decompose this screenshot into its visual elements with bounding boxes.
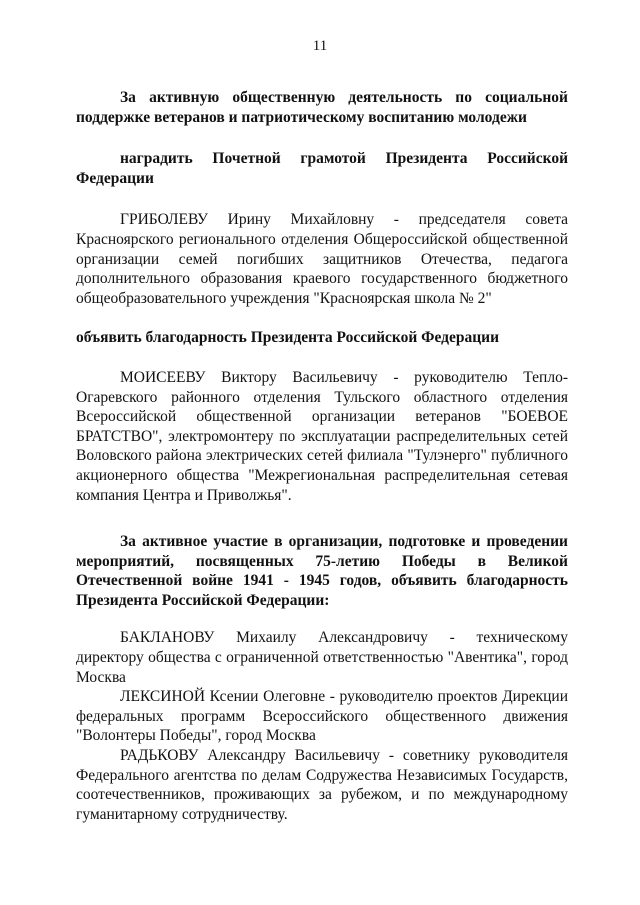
page-number: 11	[312, 38, 328, 54]
section2-entry-moiseev: МОИСЕЕВУ Виктору Васильевичу - руководителю Тепло-Огаревского районного отделения Тульского областного отделения Всероссийской общественной организации ветеранов "БОЕВОЕ БРАТСТВО", электромонтеру по эксплуатации распределительных сетей Воловского района электрических сетей филиала "Тулэнерго" публичного акционерного общества "Межрегиональная распределительная сетевая компания Центра и Приволжья".	[76, 368, 568, 504]
section3-entry-baklanov: БАКЛАНОВУ Михаилу Александровичу - техническому директору общества с ограниченной ответственностью "Авентика", город Москва	[76, 629, 568, 686]
section3-entry-radkov: РАДЬКОВУ Александру Васильевичу - советнику руководителя Федерального агентства по делам Содружества Независимых Государств, соотечественников, проживающих за рубежом, и по международному гуманитарному сотрудничеству.	[76, 747, 568, 823]
section1-heading: За активную общественную деятельность по социальной поддержке ветеранов и патриотическому воспитанию молодежи	[76, 89, 568, 126]
document-body	[76, 88, 568, 824]
section3-entry-leksina: ЛЕКСИНОЙ Ксении Олеговне - руководителю проектов Дирекции федеральных программ Всероссийского общественного движения "Волонтеры Победы", город Москва	[76, 688, 568, 745]
section3-heading: За активное участие в организации, подготовке и проведении мероприятий, посвященных 75-летию Победы в Великой Отечественной войне 1941 - 1945 годов, объявить благодарность Президента Российской Федерации:	[76, 533, 568, 609]
section1-entry-griboleva: ГРИБОЛЕВУ Ирину Михайловну - председателя совета Красноярского регионального отделения Общероссийской общественной организации семей погибших защитников Отечества, педагога дополнительного образования краевого государственного бюджетного общеобразовательного учреждения "Красноярская школа № 2"	[76, 211, 568, 307]
section2-heading: объявить благодарность Президента Российской Федерации	[76, 329, 500, 347]
section1-award-heading: наградить Почетной грамотой Президента Российской Федерации	[76, 150, 568, 187]
